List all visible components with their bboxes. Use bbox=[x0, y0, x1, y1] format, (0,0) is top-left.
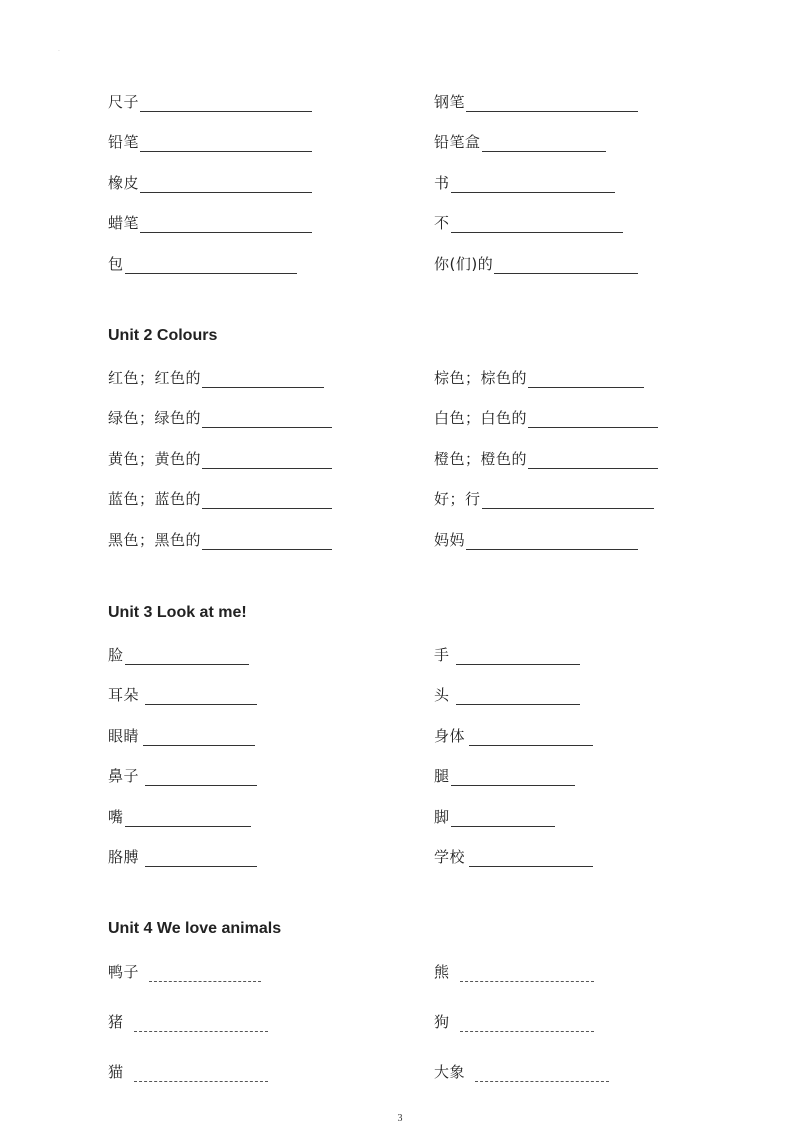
vocab-item-bear bbox=[434, 962, 594, 982]
vocab-label: 不 bbox=[434, 214, 450, 232]
answer-blank[interactable] bbox=[528, 373, 644, 388]
vocab-item-bag bbox=[108, 254, 297, 274]
vocab-label: 铅笔盒 bbox=[434, 133, 481, 151]
vocab-label: 猫 bbox=[108, 1063, 124, 1081]
vocab-item-pen bbox=[434, 92, 638, 112]
answer-blank[interactable] bbox=[482, 494, 654, 509]
answer-blank[interactable] bbox=[469, 731, 593, 746]
answer-blank[interactable] bbox=[140, 178, 312, 193]
vocab-item-head bbox=[434, 685, 580, 705]
vocab-item-ok bbox=[434, 489, 654, 509]
answer-blank[interactable] bbox=[134, 1067, 268, 1082]
corner-mark: . bbox=[58, 46, 60, 53]
answer-blank[interactable] bbox=[143, 731, 255, 746]
vocab-label: 蜡笔 bbox=[108, 214, 140, 232]
vocab-item-no bbox=[434, 213, 623, 233]
vocab-label: 眼睛 bbox=[108, 727, 140, 745]
vocab-label: 黄色；黄色的 bbox=[108, 450, 202, 468]
answer-blank[interactable] bbox=[466, 97, 638, 112]
vocab-label: 手 bbox=[434, 646, 450, 664]
answer-blank[interactable] bbox=[475, 1067, 609, 1082]
vocab-label: 尺子 bbox=[108, 93, 140, 111]
vocab-item-brown bbox=[434, 368, 644, 388]
vocab-label: 橙色；橙色的 bbox=[434, 450, 528, 468]
unit-2-heading: Unit 2 Colours bbox=[108, 327, 218, 344]
vocab-item-leg bbox=[434, 766, 575, 786]
vocab-item-nose bbox=[108, 766, 257, 786]
vocab-label: 身体 bbox=[434, 727, 466, 745]
answer-blank[interactable] bbox=[145, 852, 257, 867]
answer-blank[interactable] bbox=[482, 137, 606, 152]
vocab-label: 鸭子 bbox=[108, 963, 140, 981]
vocab-item-ruler bbox=[108, 92, 312, 112]
answer-blank[interactable] bbox=[125, 650, 249, 665]
vocab-item-pencil-box bbox=[434, 132, 606, 152]
vocab-label: 红色；红色的 bbox=[108, 369, 202, 387]
vocab-label: 钢笔 bbox=[434, 93, 466, 111]
vocab-item-dog bbox=[434, 1012, 594, 1032]
vocab-item-cat bbox=[108, 1062, 268, 1082]
answer-blank[interactable] bbox=[145, 690, 257, 705]
vocab-item-yellow bbox=[108, 449, 332, 469]
answer-blank[interactable] bbox=[202, 373, 324, 388]
answer-blank[interactable] bbox=[451, 812, 555, 827]
answer-blank[interactable] bbox=[145, 771, 257, 786]
vocab-item-crayon bbox=[108, 213, 312, 233]
answer-blank[interactable] bbox=[494, 259, 638, 274]
unit-4-heading: Unit 4 We love animals bbox=[108, 920, 282, 937]
answer-blank[interactable] bbox=[460, 1017, 594, 1032]
vocab-label: 狗 bbox=[434, 1013, 450, 1031]
vocab-label: 熊 bbox=[434, 963, 450, 981]
vocab-item-pencil bbox=[108, 132, 312, 152]
vocab-item-mum bbox=[434, 530, 638, 550]
vocab-item-duck bbox=[108, 962, 261, 982]
answer-blank[interactable] bbox=[202, 454, 332, 469]
vocab-item-arm bbox=[108, 847, 257, 867]
answer-blank[interactable] bbox=[460, 967, 594, 982]
vocab-item-eye bbox=[108, 726, 255, 746]
vocab-item-blue bbox=[108, 489, 332, 509]
vocab-label: 橡皮 bbox=[108, 174, 140, 192]
answer-blank[interactable] bbox=[456, 690, 580, 705]
vocab-label: 猪 bbox=[108, 1013, 124, 1031]
vocab-item-body bbox=[434, 726, 593, 746]
vocab-label: 嘴 bbox=[108, 808, 124, 826]
vocab-item-pig bbox=[108, 1012, 268, 1032]
vocab-item-hand bbox=[434, 645, 580, 665]
vocab-item-ear bbox=[108, 685, 257, 705]
vocab-item-orange bbox=[434, 449, 658, 469]
vocab-label: 你(们)的 bbox=[434, 255, 494, 273]
vocab-label: 腿 bbox=[434, 767, 450, 785]
answer-blank[interactable] bbox=[466, 535, 638, 550]
vocab-label: 白色；白色的 bbox=[434, 409, 528, 427]
answer-blank[interactable] bbox=[140, 97, 312, 112]
vocab-label: 黑色；黑色的 bbox=[108, 531, 202, 549]
answer-blank[interactable] bbox=[125, 259, 297, 274]
answer-blank[interactable] bbox=[451, 771, 575, 786]
vocab-label: 头 bbox=[434, 686, 450, 704]
answer-blank[interactable] bbox=[202, 494, 332, 509]
vocab-item-green bbox=[108, 408, 332, 428]
page-number: 3 bbox=[397, 1113, 403, 1124]
vocab-item-red bbox=[108, 368, 324, 388]
vocab-label: 学校 bbox=[434, 848, 466, 866]
vocab-label: 书 bbox=[434, 174, 450, 192]
vocab-label: 棕色；棕色的 bbox=[434, 369, 528, 387]
vocab-label: 鼻子 bbox=[108, 767, 140, 785]
vocab-item-face bbox=[108, 645, 249, 665]
answer-blank[interactable] bbox=[202, 535, 332, 550]
vocab-label: 胳膊 bbox=[108, 848, 140, 866]
vocab-item-foot bbox=[434, 807, 555, 827]
answer-blank[interactable] bbox=[528, 413, 658, 428]
answer-blank[interactable] bbox=[451, 218, 623, 233]
vocab-label: 大象 bbox=[434, 1063, 466, 1081]
vocab-label: 耳朵 bbox=[108, 686, 140, 704]
vocab-label: 蓝色；蓝色的 bbox=[108, 490, 202, 508]
unit-3-heading: Unit 3 Look at me! bbox=[108, 604, 247, 621]
answer-blank[interactable] bbox=[528, 454, 658, 469]
vocab-label: 包 bbox=[108, 255, 124, 273]
answer-blank[interactable] bbox=[149, 967, 261, 982]
answer-blank[interactable] bbox=[125, 812, 251, 827]
vocab-label: 铅笔 bbox=[108, 133, 140, 151]
vocab-item-mouth bbox=[108, 807, 251, 827]
vocab-label: 好；行 bbox=[434, 490, 481, 508]
answer-blank[interactable] bbox=[202, 413, 332, 428]
answer-blank[interactable] bbox=[140, 137, 312, 152]
vocab-label: 脸 bbox=[108, 646, 124, 664]
vocab-label: 脚 bbox=[434, 808, 450, 826]
answer-blank[interactable] bbox=[469, 852, 593, 867]
vocab-item-eraser bbox=[108, 173, 312, 193]
vocab-item-white bbox=[434, 408, 658, 428]
answer-blank[interactable] bbox=[134, 1017, 268, 1032]
vocab-item-book bbox=[434, 173, 615, 193]
answer-blank[interactable] bbox=[456, 650, 580, 665]
answer-blank[interactable] bbox=[140, 218, 312, 233]
vocab-item-your bbox=[434, 254, 638, 274]
vocab-label: 妈妈 bbox=[434, 531, 466, 549]
answer-blank[interactable] bbox=[451, 178, 615, 193]
vocab-item-black bbox=[108, 530, 332, 550]
vocab-item-elephant bbox=[434, 1062, 609, 1082]
vocab-label: 绿色；绿色的 bbox=[108, 409, 202, 427]
vocab-item-school bbox=[434, 847, 593, 867]
